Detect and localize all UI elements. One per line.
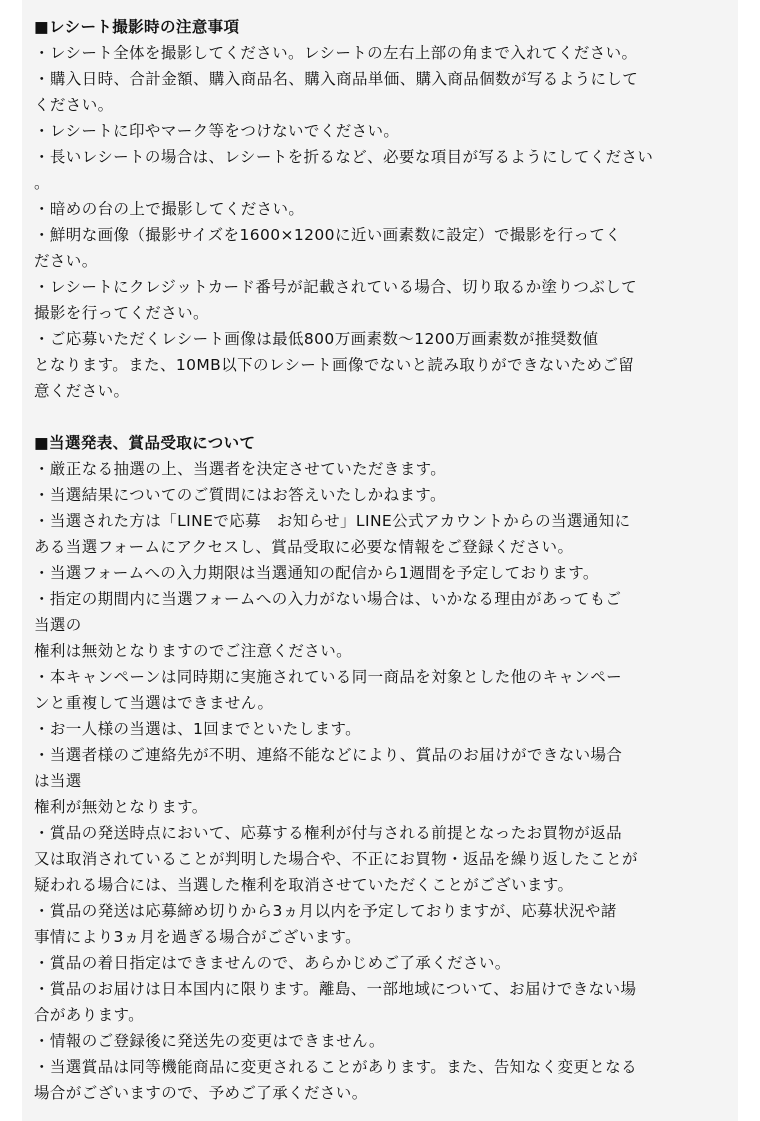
notice-line: 事情により3ヵ月を過ぎる場合がございます。	[34, 928, 362, 946]
notice-line: 又は取消されていることが判明した場合や、不正にお買物・返品を繰り返したことが	[34, 850, 638, 868]
notice-line: ・本キャンペーンは同時期に実施されている同一商品を対象とした他のキャンペー	[34, 668, 622, 686]
receipt-notes-section	[34, 14, 728, 404]
notice-line: ・レシートにクレジットカード番号が記載されている場合、切り取るか塗りつぶして	[34, 278, 637, 296]
notice-line: ・賞品の発送時点において、応募する権利が付与される前提となったお買物が返品	[34, 824, 622, 842]
notice-line: ・長いレシートの場合は、レシートを折るなど、必要な項目が写るようにしてください	[34, 148, 654, 166]
notice-line: ある当選フォームにアクセスし、賞品受取に必要な情報をご登録ください。	[34, 538, 574, 556]
notice-line: ださい。	[34, 252, 98, 270]
notice-line: ・賞品のお届けは日本国内に限ります。離島、一部地域について、お届けできない場	[34, 980, 637, 998]
notice-line: 撮影を行ってください。	[34, 304, 209, 322]
notice-line: 当選の	[34, 616, 82, 634]
notice-line: ・レシートに印やマーク等をつけないでください。	[34, 122, 400, 140]
section-spacer	[34, 404, 728, 430]
notice-line: ・情報のご登録後に発送先の変更はできません。	[34, 1032, 385, 1050]
section-title: ■当選発表、賞品受取について	[34, 434, 256, 452]
notice-line: ・ご応募いただくレシート画像は最低800万画素数～1200万画素数が推奨数値	[34, 330, 599, 348]
section-title: ■レシート撮影時の注意事項	[34, 18, 240, 36]
winner-announcement-section	[34, 430, 728, 1106]
notice-line: 。	[34, 174, 50, 192]
notice-line: ・当選賞品は同等機能商品に変更されることがあります。また、告知なく変更となる	[34, 1058, 637, 1076]
notice-panel	[22, 0, 738, 1121]
notice-line: ・当選フォームへの入力期限は当選通知の配信から1週間を予定しております。	[34, 564, 599, 582]
notice-line: ・レシート全体を撮影してください。レシートの左右上部の角まで入れてください。	[34, 44, 638, 62]
notice-line: ンと重複して当選はできません。	[34, 694, 274, 712]
notice-line: 合があります。	[34, 1006, 145, 1024]
notice-line: 場合がございますので、予めご了承ください。	[34, 1084, 368, 1102]
notice-line: ・賞品の着日指定はできませんので、あらかじめご了承ください。	[34, 954, 511, 972]
notice-line: ・当選者様のご連絡先が不明、連絡不能などにより、賞品のお届けができない場合	[34, 746, 623, 764]
notice-line: ・暗めの台の上で撮影してください。	[34, 200, 305, 218]
notice-line: ください。	[34, 96, 114, 114]
notice-line: 疑われる場合には、当選した権利を取消させていただくことがございます。	[34, 876, 574, 894]
notice-line: となります。また、10MB以下のレシート画像でないと読み取りができないためご留	[34, 356, 635, 374]
notice-line: は当選	[34, 772, 82, 790]
notice-line: 意ください。	[34, 382, 130, 400]
notice-line: ・お一人様の当選は、1回までといたします。	[34, 720, 362, 738]
notice-line: ・厳正なる抽選の上、当選者を決定させていただきます。	[34, 460, 447, 478]
notice-line: ・当選された方は「LINEで応募 お知らせ」LINE公式アカウントからの当選通知に	[34, 512, 631, 530]
notice-line: ・賞品の発送は応募締め切りから3ヵ月以内を予定しておりますが、応募状況や諸	[34, 902, 617, 920]
notice-line: 権利が無効となります。	[34, 798, 208, 816]
notice-line: ・当選結果についてのご質問にはお答えいたしかねます。	[34, 486, 446, 504]
notice-line: ・指定の期間内に当選フォームへの入力がない場合は、いかなる理由があってもご	[34, 590, 622, 608]
notice-line: ・購入日時、合計金額、購入商品名、購入商品単価、購入商品個数が写るようにして	[34, 70, 639, 88]
notice-line: ・鮮明な画像（撮影サイズを1600×1200に近い画素数に設定）で撮影を行ってく	[34, 226, 622, 244]
notice-line: 権利は無効となりますのでご注意ください。	[34, 642, 353, 660]
